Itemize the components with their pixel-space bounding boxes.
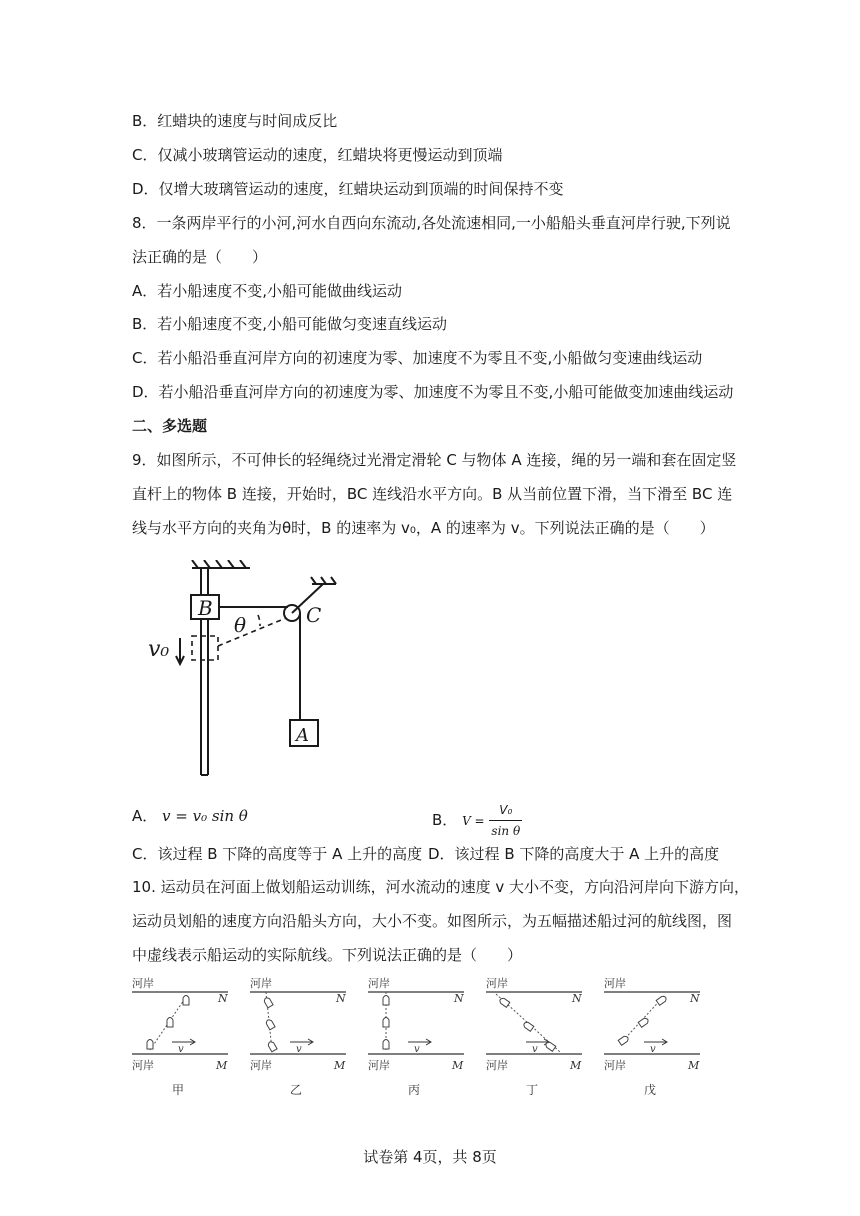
boat-icon (265, 1019, 275, 1030)
river-panel-2 (250, 976, 346, 1097)
boat-icon (167, 1018, 173, 1028)
panel-caption: 丁 (526, 1083, 539, 1097)
label-n: N (690, 992, 700, 1005)
q9-option-b-denominator: sin θ (491, 824, 521, 838)
river-panel-5 (604, 976, 700, 1097)
q7-option-b: B．红蜡块的速度与时间成反比 (132, 112, 338, 130)
label-n: N (454, 992, 464, 1005)
q8-option-a: A．若小船速度不变,小船可能做曲线运动 (132, 282, 403, 300)
boat-icon (263, 997, 273, 1008)
q9-option-a-label: A． (132, 807, 158, 825)
q8-stem-line2: 法正确的是（ ） (132, 248, 268, 266)
q8-option-b: B．若小船速度不变,小船可能做匀变速直线运动 (132, 315, 448, 333)
q9-option-b-numerator: V₀ (489, 800, 522, 821)
boat-icon (656, 995, 667, 1005)
q8-option-c: C．若小船沿垂直河岸方向的初速度为零、加速度不为零且不变,小船做匀变速曲线运动 (132, 349, 703, 367)
label-n: N (218, 992, 228, 1005)
label-m: M (452, 1059, 464, 1072)
q9-stem-line2: 直杆上的物体 B 连接，开始时，BC 连线沿水平方向。B 从当前位置下滑，当下滑至 BC 连 (132, 485, 733, 503)
boat-icon (383, 996, 389, 1006)
bank-label-top: 河岸 (604, 977, 626, 990)
q10-stem-line3: 中虚线表示船运动的实际航线。下列说法正确的是（ ） (132, 946, 523, 964)
boat-icon (545, 1041, 556, 1051)
q9-option-d: D．该过程 B 下降的高度大于 A 上升的高度 (428, 845, 720, 863)
q9-label-c: C (306, 603, 322, 627)
q10-river-figure (128, 972, 728, 1102)
bank-label-top: 河岸 (486, 977, 508, 990)
page-footer: 试卷第 4页，共 8页 (363, 1148, 497, 1166)
label-v: v (650, 1044, 656, 1055)
label-m: M (334, 1059, 346, 1072)
q8-option-d: D．若小船沿垂直河岸方向的初速度为零、加速度不为零且不变,小船可能做变加速曲线运动 (132, 383, 734, 401)
section-heading-multiple-choice: 二、多选题 (132, 417, 208, 435)
boat-icon (383, 1040, 389, 1050)
q7-option-d: D．仅增大玻璃管运动的速度，红蜡块运动到顶端的时间保持不变 (132, 180, 564, 198)
boat-icon (523, 1021, 534, 1031)
label-m: M (688, 1059, 700, 1072)
bank-label-top: 河岸 (250, 977, 272, 990)
q10-stem-line2: 运动员划船的速度方向沿船头方向，大小不变。如图所示，为五幅描述船过河的航线图，图 (132, 912, 733, 930)
panel-caption: 乙 (290, 1083, 303, 1097)
bank-label-bottom: 河岸 (368, 1059, 390, 1072)
boat-icon (383, 1018, 389, 1028)
label-n: N (336, 992, 346, 1005)
boat-icon (638, 1017, 649, 1027)
label-v: v (178, 1044, 184, 1055)
label-v: v (532, 1044, 538, 1055)
label-n: N (572, 992, 582, 1005)
panel-caption: 丙 (408, 1083, 421, 1097)
q10-stem-line1: 10. 运动员在河面上做划船运动训练，河水流动的速度 v 大小不变，方向沿河岸向下游方向， (132, 878, 750, 896)
boat-icon (147, 1040, 153, 1050)
panel-caption: 戊 (644, 1083, 657, 1097)
q9-stem-line3: 线与水平方向的夹角为θ时，B 的速率为 v₀，A 的速率为 v。下列说法正确的是（ ） (132, 519, 715, 537)
q9-label-b: B (198, 596, 213, 620)
q9-option-c: C．该过程 B 下降的高度等于 A 上升的高度 (132, 845, 423, 863)
bank-label-top: 河岸 (368, 977, 390, 990)
bank-label-bottom: 河岸 (132, 1059, 154, 1072)
boat-icon (183, 996, 189, 1006)
label-v: v (296, 1044, 302, 1055)
boat-icon (499, 997, 510, 1007)
bank-label-bottom: 河岸 (250, 1059, 272, 1072)
q9-label-v0: v₀ (148, 637, 170, 662)
label-v: v (414, 1044, 420, 1055)
bank-label-top: 河岸 (132, 977, 154, 990)
q7-option-c: C．仅减小玻璃管运动的速度，红蜡块将更慢运动到顶端 (132, 146, 503, 164)
q9-option-b-fraction (489, 800, 522, 841)
q9-label-theta: θ (234, 613, 247, 637)
label-m: M (570, 1059, 582, 1072)
label-m: M (216, 1059, 228, 1072)
q9-option-b-label: B． (432, 811, 458, 829)
q9-option-b-lhs: V = (462, 814, 485, 828)
panel-caption: 甲 (172, 1083, 185, 1097)
q9-label-a: A (296, 725, 309, 746)
river-panel-4 (486, 976, 582, 1097)
boat-icon (267, 1041, 277, 1052)
river-panel-1 (132, 976, 228, 1097)
bank-label-bottom: 河岸 (604, 1059, 626, 1072)
q9-option-b (432, 800, 522, 841)
q9-pulley-figure (140, 560, 360, 785)
bank-label-bottom: 河岸 (486, 1059, 508, 1072)
q8-stem-line1: 8．一条两岸平行的小河,河水自西向东流动,各处流速相同,一小船船头垂直河岸行驶,下列说 (132, 214, 731, 232)
river-panel-3 (368, 976, 464, 1097)
q9-option-a (132, 806, 248, 826)
q9-stem-line1: 9．如图所示，不可伸长的轻绳绕过光滑定滑轮 C 与物体 A 连接，绳的另一端和套在固定竖 (132, 451, 737, 469)
q9-option-a-formula: v = v₀ sin θ (162, 807, 248, 825)
